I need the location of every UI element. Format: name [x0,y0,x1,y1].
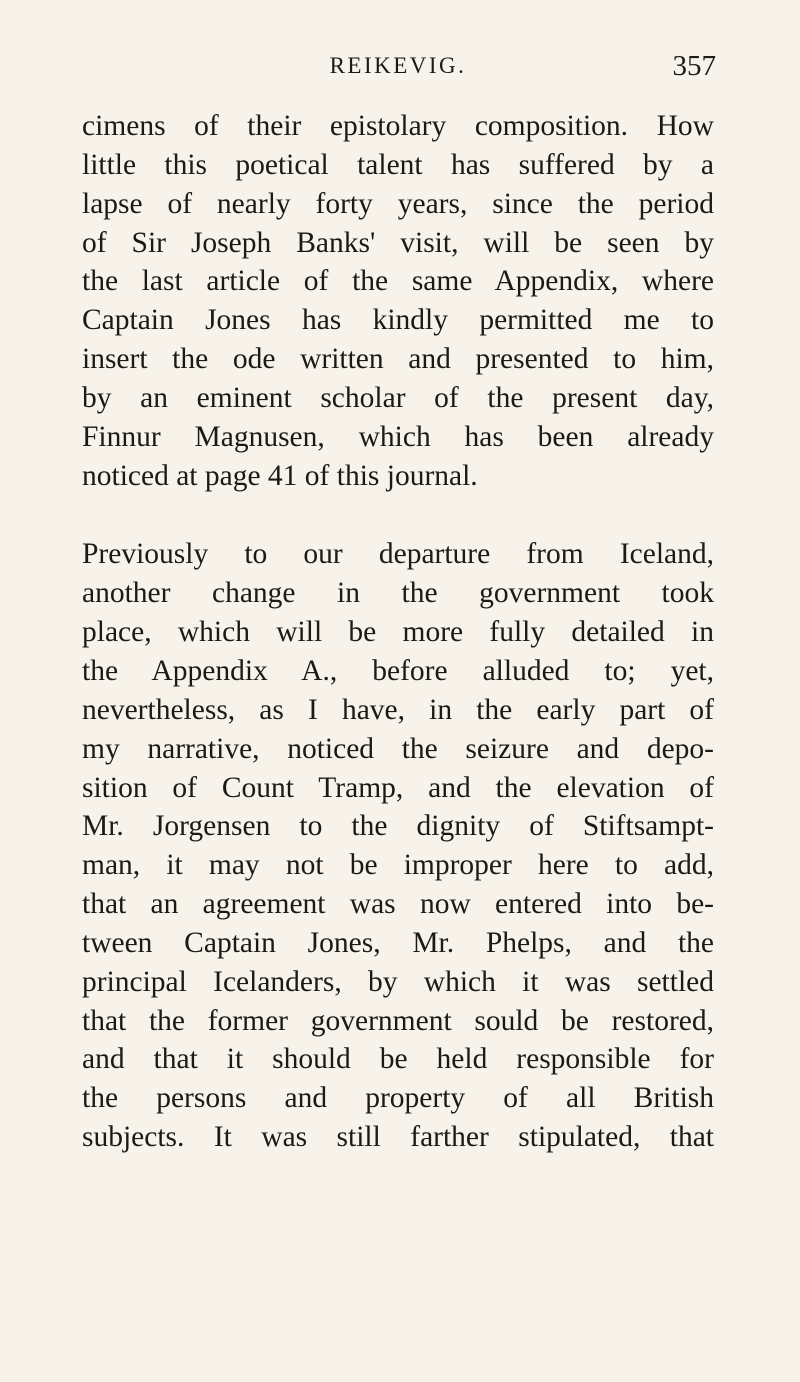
text-line: Mr. Jorgensen to the dignity of Stiftsampt- [82,810,714,843]
text-line: the Appendix A., before alluded to; yet, [82,654,714,687]
text-line: man, it may not be improper here to add, [82,849,714,882]
text-line: of Sir Joseph Banks' visit, will be seen by [82,226,714,259]
text-line: insert the ode written and presented to him, [82,343,714,376]
text-line: my narrative, noticed the seizure and depo- [82,732,714,765]
text-line: subjects. It was still farther stipulated, that [82,1121,714,1154]
paragraph-2 [82,535,714,1157]
running-title: REIKEVIG. [329,53,467,78]
text-line: the last article of the same Appendix, where [82,265,714,298]
text-line: another change in the government took [82,577,714,610]
text-line: that the former government sould be restored, [82,1004,714,1037]
text-line: tween Captain Jones, Mr. Phelps, and the [82,926,714,959]
text-line: Previously to our departure from Iceland, [82,538,714,571]
text-line: the persons and property of all British [82,1082,714,1115]
text-line: nevertheless, as I have, in the early part of [82,693,714,726]
text-line: noticed at page 41 of this journal. [82,459,478,492]
text-line: place, which will be more fully detailed in [82,616,714,649]
running-head [82,46,714,86]
paragraph-1 [82,107,714,495]
text-line: Captain Jones has kindly permitted me to [82,304,714,337]
text-line: principal Icelanders, by which it was settled [82,965,714,998]
page-number: 357 [672,50,716,82]
text-line: cimens of their epistolary composition. How [82,110,714,142]
text-line: Finnur Magnusen, which has been already [82,420,714,453]
body-text [82,107,714,1157]
text-line: by an eminent scholar of the present day, [82,381,714,414]
text-line: that an agreement was now entered into be- [82,888,714,921]
text-line: sition of Count Tramp, and the elevation of [82,771,714,804]
text-line: little this poetical talent has suffered by a [82,148,714,181]
text-line: and that it should be held responsible for [82,1043,714,1076]
text-line: lapse of nearly forty years, since the period [82,187,714,220]
